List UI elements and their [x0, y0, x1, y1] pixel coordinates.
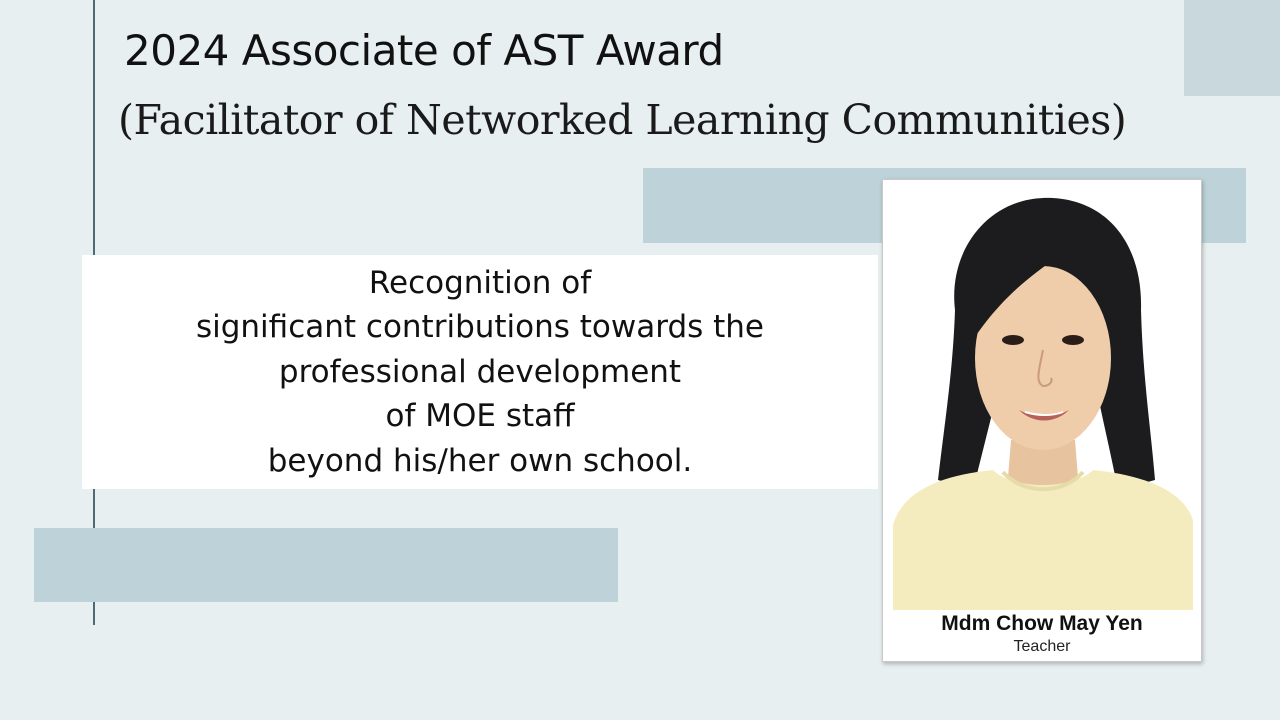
- profile-card: [882, 179, 1202, 662]
- award-title: 2024 Associate of AST Award: [124, 26, 724, 75]
- description-line: professional development: [278, 353, 682, 390]
- description-line: significant contributions towards the: [195, 309, 765, 346]
- description-line: beyond his/her own school.: [267, 442, 693, 479]
- profile-photo: [893, 190, 1193, 610]
- decorative-block-top-right: [1184, 0, 1280, 96]
- description-line: Recognition of: [368, 264, 592, 301]
- description-line: of MOE staff: [385, 398, 575, 435]
- award-subtitle: (Facilitator of Networked Learning Communities): [118, 96, 1127, 144]
- award-description-box: [82, 255, 878, 489]
- decorative-block-bottom: [34, 528, 618, 602]
- profile-role: Teacher: [1013, 638, 1071, 655]
- profile-name: Mdm Chow May Yen: [941, 612, 1143, 635]
